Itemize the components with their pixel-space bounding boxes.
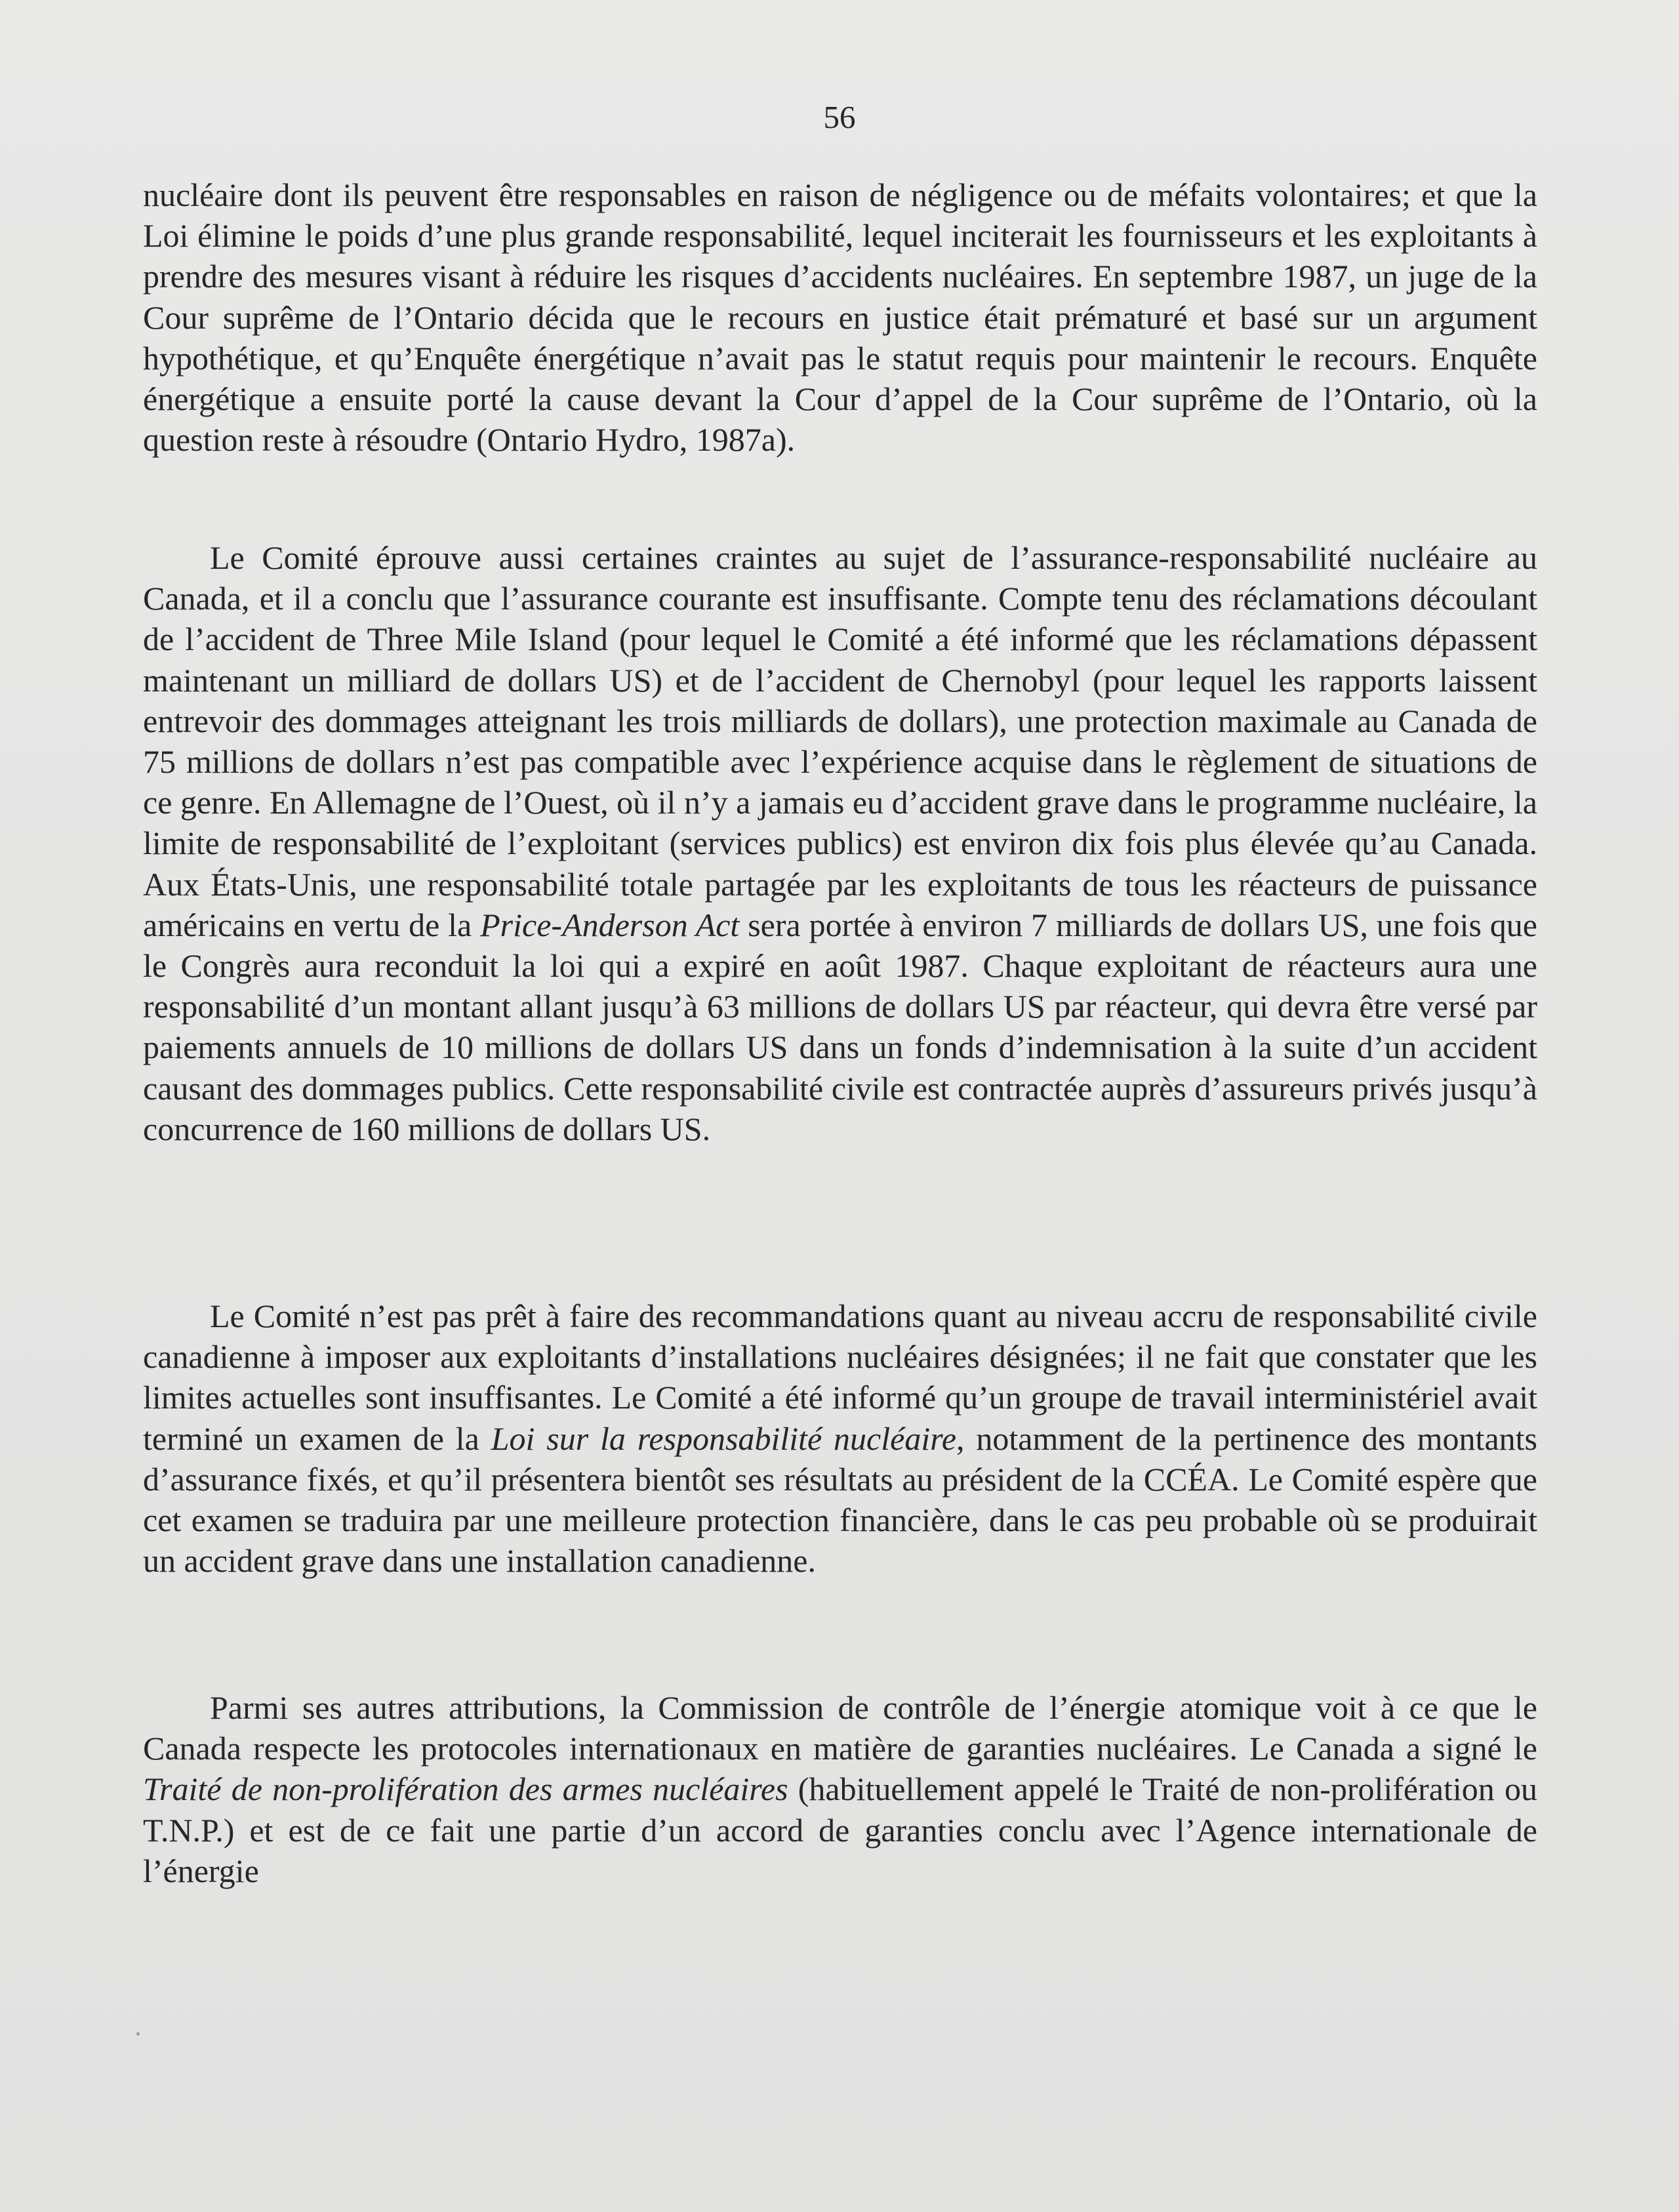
- page-number: 56: [823, 99, 856, 135]
- italic-act-title: Price-Anderson Act: [480, 906, 740, 943]
- paragraph-2: [143, 537, 1537, 1149]
- paragraph-text: Le Comité n’est pas prêt à faire des recommandations quant au niveau accru de responsabilité civile canadienne à imposer aux exploitants d’installations nucléaires désignées; il ne fait que constater que les limites actuelles sont insuffisantes. Le Comité a été informé qu’un groupe de travail interministériel avait terminé un examen de la: [143, 1298, 1537, 1457]
- paragraph-text: (habituellement appelé le Traité de non-prolifération ou T.N.P.) et est de ce fait une partie d’un accord de garanties conclu avec l’Agence internationale de l’énergie: [143, 1771, 1537, 1889]
- italic-law-title: Loi sur la responsabilité nucléaire: [491, 1420, 957, 1457]
- paragraph-text: Parmi ses autres attributions, la Commission de contrôle de l’énergie atomique voit à ce que le Canada respecte les protocoles internationaux en matière de garanties nucléaires. Le Canada a signé le: [143, 1689, 1537, 1767]
- paragraph-4: [143, 1687, 1537, 1891]
- italic-treaty-title: Traité de non-prolifération des armes nucléaires: [143, 1771, 788, 1808]
- paper-speck: [136, 2032, 140, 2036]
- paragraph-text: sera portée à environ 7 milliards de dollars US, une fois que le Congrès aura reconduit la loi qui a expiré en août 1987. Chaque exploitant de réacteurs aura une responsabilité d’un montant allant jusqu’à 63 millions de dollars US par réacteur, qui devra être versé par paiements annuels de 10 millions de dollars US dans un fonds d’indemnisation à la suite d’un accident causant des dommages publics. Cette responsabilité civile est contractée auprès d’assureurs privés jusqu’à concurrence de 160 millions de dollars US.: [143, 906, 1538, 1147]
- paragraph-text: Le Comité éprouve aussi certaines craintes au sujet de l’assurance-responsabilité nucléaire au Canada, et il a conclu que l’assurance courante est insuffisante. Compte tenu des réclamations découlant de l’accident de Three Mile Island (pour lequel le Comité a été informé que les réclamations dépassent maintenant un milliard de dollars US) et de l’accident de Chernobyl (pour lequel les rapports laissent entrevoir des dommages atteignant les trois milliards de dollars), une protection maximale au Canada de 75 millions de dollars n’est pas compatible avec l’expérience acquise dans le règlement de situations de ce genre. En Allemagne de l’Ouest, où il n’y a jamais eu d’accident grave dans le programme nucléaire, la limite de responsabilité de l’exploitant (services publics) est environ dix fois plus élevée qu’au Canada. Aux États-Unis, une responsabilité totale partagée par les exploitants de tous les réacteurs de puissance américains en vertu de la: [143, 539, 1537, 943]
- paragraph-text: nucléaire dont ils peuvent être responsables en raison de négligence ou de méfaits volontaires; et que la Loi élimine le poids d’une plus grande responsabilité, lequel inciterait les fournisseurs et les exploitants à prendre des mesures visant à réduire les risques d’accidents nucléaires. En septembre 1987, un juge de la Cour suprême de l’Ontario décida que le recours en justice était prématuré et basé sur un argument hypothétique, et qu’Enquête énergétique n’avait pas le statut requis pour maintenir le recours. Enquête énergétique a ensuite porté la cause devant la Cour d’appel de la Cour suprême de l’Ontario, où la question reste à résoudre (Ontario Hydro, 1987a).: [143, 176, 1537, 459]
- paragraph-1: [143, 174, 1537, 460]
- paragraph-3: [143, 1296, 1537, 1581]
- paragraph-text: , notamment de la pertinence des montants d’assurance fixés, et qu’il présentera bientôt ses résultats au président de la CCÉA. Le Comité espère que cet examen se traduira par une meilleure protection financière, dans le cas peu probable où se produirait un accident grave dans une installation canadienne.: [143, 1420, 1537, 1580]
